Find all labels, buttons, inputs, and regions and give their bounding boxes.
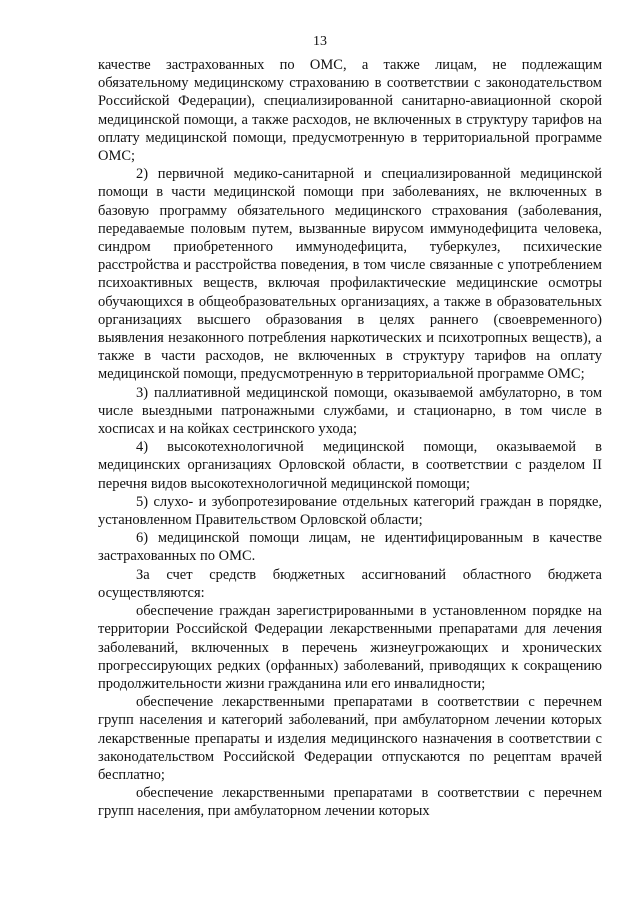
paragraph-item-3: 3) паллиативной медицинской помощи, оказываемой амбулаторно, в том числе выездными патронажными службами, и стационарно, в том числе в хосписах и на койках сестринского ухода;: [98, 384, 602, 438]
paragraph-orphan-drugs: обеспечение граждан зарегистрированными в установленном порядке на территории Российской Федерации лекарственными препаратами для лечения заболеваний, включенных в перечень жизнеугрожающих и хронических прогрессирующих редких (орфанных) заболеваний, приводящих к сокращению продолжительности жизни гражданина или его инвалидности;: [98, 603, 602, 692]
paragraph-item-2: 2) первичной медико-санитарной и специализированной медицинской помощи в части медицинской помощи при заболеваниях, не включенных в базовую программу обязательного медицинского страхования (заболевания, передаваемые половым путем, вызванные вирусом иммунодефицита человека, синдром приобретенного иммунодефицита, туберкулез, психические расстройства и расстройства поведения, в том числе связанные с употреблением психоактивных веществ, включая профилактические медицинские осмотры обучающихся в общеобразовательных организациях, а также в образовательных организациях высшего образования в целях раннего (своевременного) выявления незаконного потребления наркотических и психотропных веществ), а также в части расходов, не включенных в структуру тарифов на оплату медицинской помощи, предусмотренную в территориальной программе ОМС;: [98, 166, 602, 383]
paragraph-oms-continuation: качестве застрахованных по ОМС, а также лицам, не подлежащим обязательному медицинскому страхованию в соответствии с законодательством Российской Федерации), специализированной санитарно-авиационной скорой медицинской помощи, а также расходов, не включенных в структуру тарифов на оплату медицинской помощи, предусмотренную в территориальной программе ОМС;: [98, 57, 602, 165]
paragraph-free-prescriptions: обеспечение лекарственными препаратами в соответствии с перечнем групп населения и категорий заболеваний, при амбулаторном лечении которых лекарственные препараты и изделия медицинского назначения в соответствии с законодательством Российской Федерации отпускаются по рецептам врачей бесплатно;: [98, 694, 602, 783]
paragraph-item-5: 5) слухо- и зубопротезирование отдельных категорий граждан в порядке, установленном Правительством Орловской области;: [98, 493, 602, 529]
paragraph-item-4: 4) высокотехнологичной медицинской помощи, оказываемой в медицинских организациях Орловской области, в соответствии с разделом II перечня видов высокотехнологичной медицинской помощи;: [98, 439, 602, 492]
paragraph-outpatient-drugs: обеспечение лекарственными препаратами в соответствии с перечнем групп населения, при амбулаторном лечении которых: [98, 785, 602, 820]
document-body: [98, 56, 602, 821]
paragraph-item-6: 6) медицинской помощи лицам, не идентифицированным в качестве застрахованных по ОМС.: [98, 530, 602, 565]
page-number: 13: [313, 34, 327, 49]
paragraph-regional-budget-intro: За счет средств бюджетных ассигнований областного бюджета осуществляются:: [98, 566, 602, 601]
